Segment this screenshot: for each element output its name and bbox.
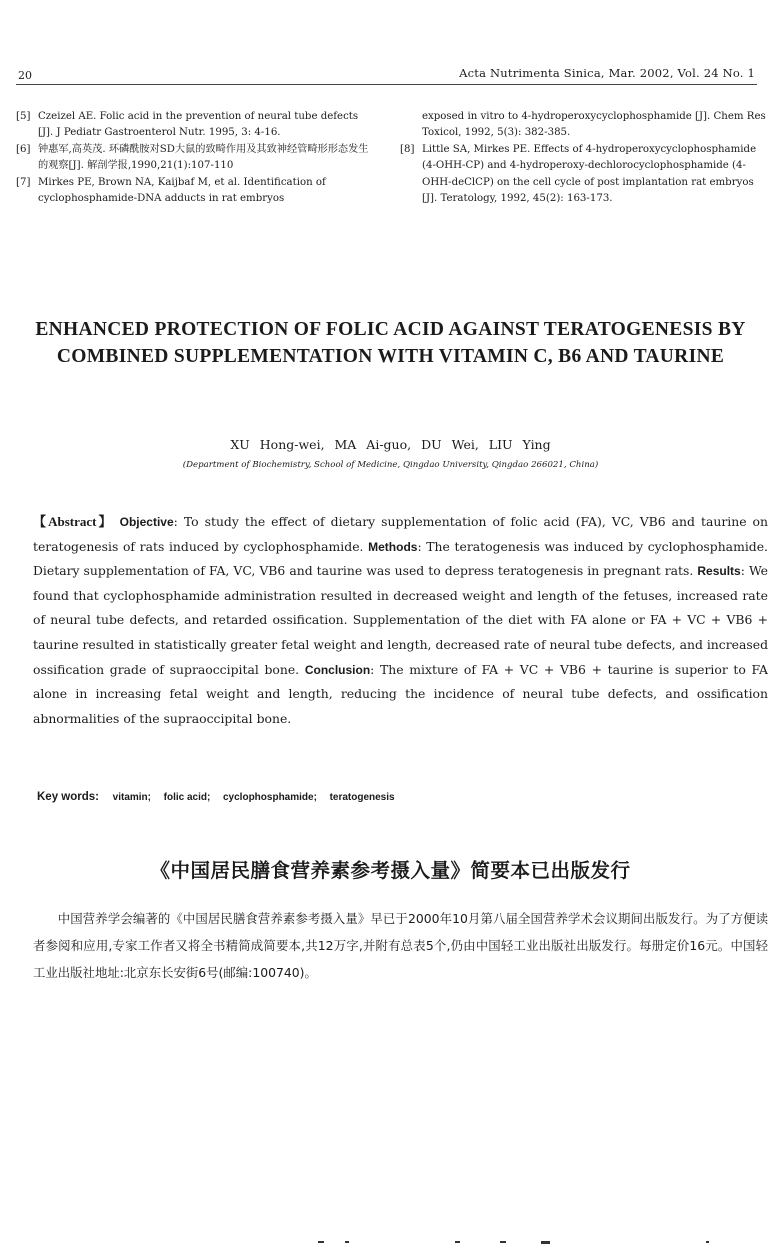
reference-text: Little SA, Mirkes PE. Effects of 4-hydroperoxycyclophosphamide (4-OHH-CP) and 4-hydroperoxy-dechlorocyclophosphamide (4-OHH-deClCP) on the cell cycle of post implantation rat embryos [J]. Teratology, 1992, 45(2): 163-173. [422,143,757,205]
keyword: vitamin; [112,792,151,803]
reference-number: [8] [400,143,415,155]
keywords [37,789,404,803]
keyword: teratogenesis [329,792,395,803]
scan-artifacts [0,1241,781,1247]
keywords-label: Key words: [37,791,99,803]
reference-text: 钟惠军,高英茂. 环磷酰胺对SD大鼠的致畸作用及其致神经管畸形形态发生的观察[J]. 解剖学报,1990,21(1):107-110 [38,143,369,172]
reference-text: exposed in vitro to 4-hydroperoxycyclophosphamide [J]. Chem Res Toxicol, 1992, 5(3): 382-385. [422,111,766,139]
results-text: : We found that cyclophosphamide administration resulted in decreased weight and length of the fetuses, increased rate of neural tube defects, and retarded ossification. Supplementation of the diet with FA alone or FA + VC + VB6 + taurine resulted in statistically greater fetal weight and length, decreased rate of neural tube defects, and increased ossification grade of supraoccipital bone. [33,563,768,677]
reference-text: Czeizel AE. Folic acid in the prevention of neural tube defects [J]. J Pediatr Gastroenterol Nutr. 1995, 3: 4-16. [38,111,359,139]
notice-title: 《中国居民膳食营养素参考摄入量》简要本已出版发行 [150,859,631,882]
running-head: Acta Nutrimenta Sinica, Mar. 2002, Vol. 24 No. 1 [459,66,755,80]
objective-label: Objective [119,515,174,529]
reference-item [400,142,768,208]
objective-text: : To study the effect of dietary supplementation of folic acid (FA), VC, VB6 and taurine on teratogenesis of rats induced by cyclophosphamide. [33,514,768,554]
reference-text: Mirkes PE, Brown NA, Kaijbaf M, et al. Identification of cyclophosphamide-DNA adducts in rat embryos [38,176,326,205]
reference-number: [5] [16,111,31,122]
keyword: folic acid; [163,792,211,803]
article-authors: XU Hong-wei, MA Ai-guo, DU Wei, LIU Ying [230,437,551,452]
reference-item [16,109,372,142]
page-number: 20 [18,69,32,82]
notice-body: 中国营养学会编著的《中国居民膳食营养素参考摄入量》早已于2000年10月第八届全国营养学术会议期间出版发行。为了方便读者参阅和应用,专家工作者又将全书精简成简要本,共12万字,并附有总表5个,仍由中国轻工业出版社出版发行。每册定价16元。中国轻工业出版社地址:北京东长安街6号(邮编:100740)。 [33,911,768,980]
article-affiliation: (Department of Biochemistry, School of Medicine, Qingdao University, Qingdao 266021, China) [182,460,599,470]
conclusion-label: Conclusion [304,662,371,677]
article-title: ENHANCED PROTECTION OF FOLIC ACID AGAINST TERATOGENESIS BY COMBINED SUPPLEMENTATION WITH VITAMIN C, B6 AND TAURINE [35,319,746,367]
reference-item [400,109,768,142]
references-right-column [400,109,768,207]
methods-text: : The teratogenesis was induced by cyclophosphamide. Dietary supplementation of FA, VC, VB6 and taurine was used to depress teratogenesis in pregnant rats. [33,538,768,579]
conclusion-text: : The mixture of FA + VC + VB6 + taurine is superior to FA alone in increasing fetal weight and length, reducing the incidence of neural tube defects, and ossification abnormalities of the supraoccipital bone. [33,661,769,726]
keyword: cyclophosphamide; [223,792,317,803]
references-left-column [16,109,372,207]
reference-item [16,142,372,175]
methods-label: Methods [368,539,418,554]
reference-number: [6] [16,143,31,155]
reference-item [16,175,372,208]
abstract [33,510,768,731]
abstract-label: 【Abstract】 [33,514,114,529]
header-rule [16,84,757,85]
results-label: Results [697,564,741,579]
reference-number: [7] [16,176,31,188]
